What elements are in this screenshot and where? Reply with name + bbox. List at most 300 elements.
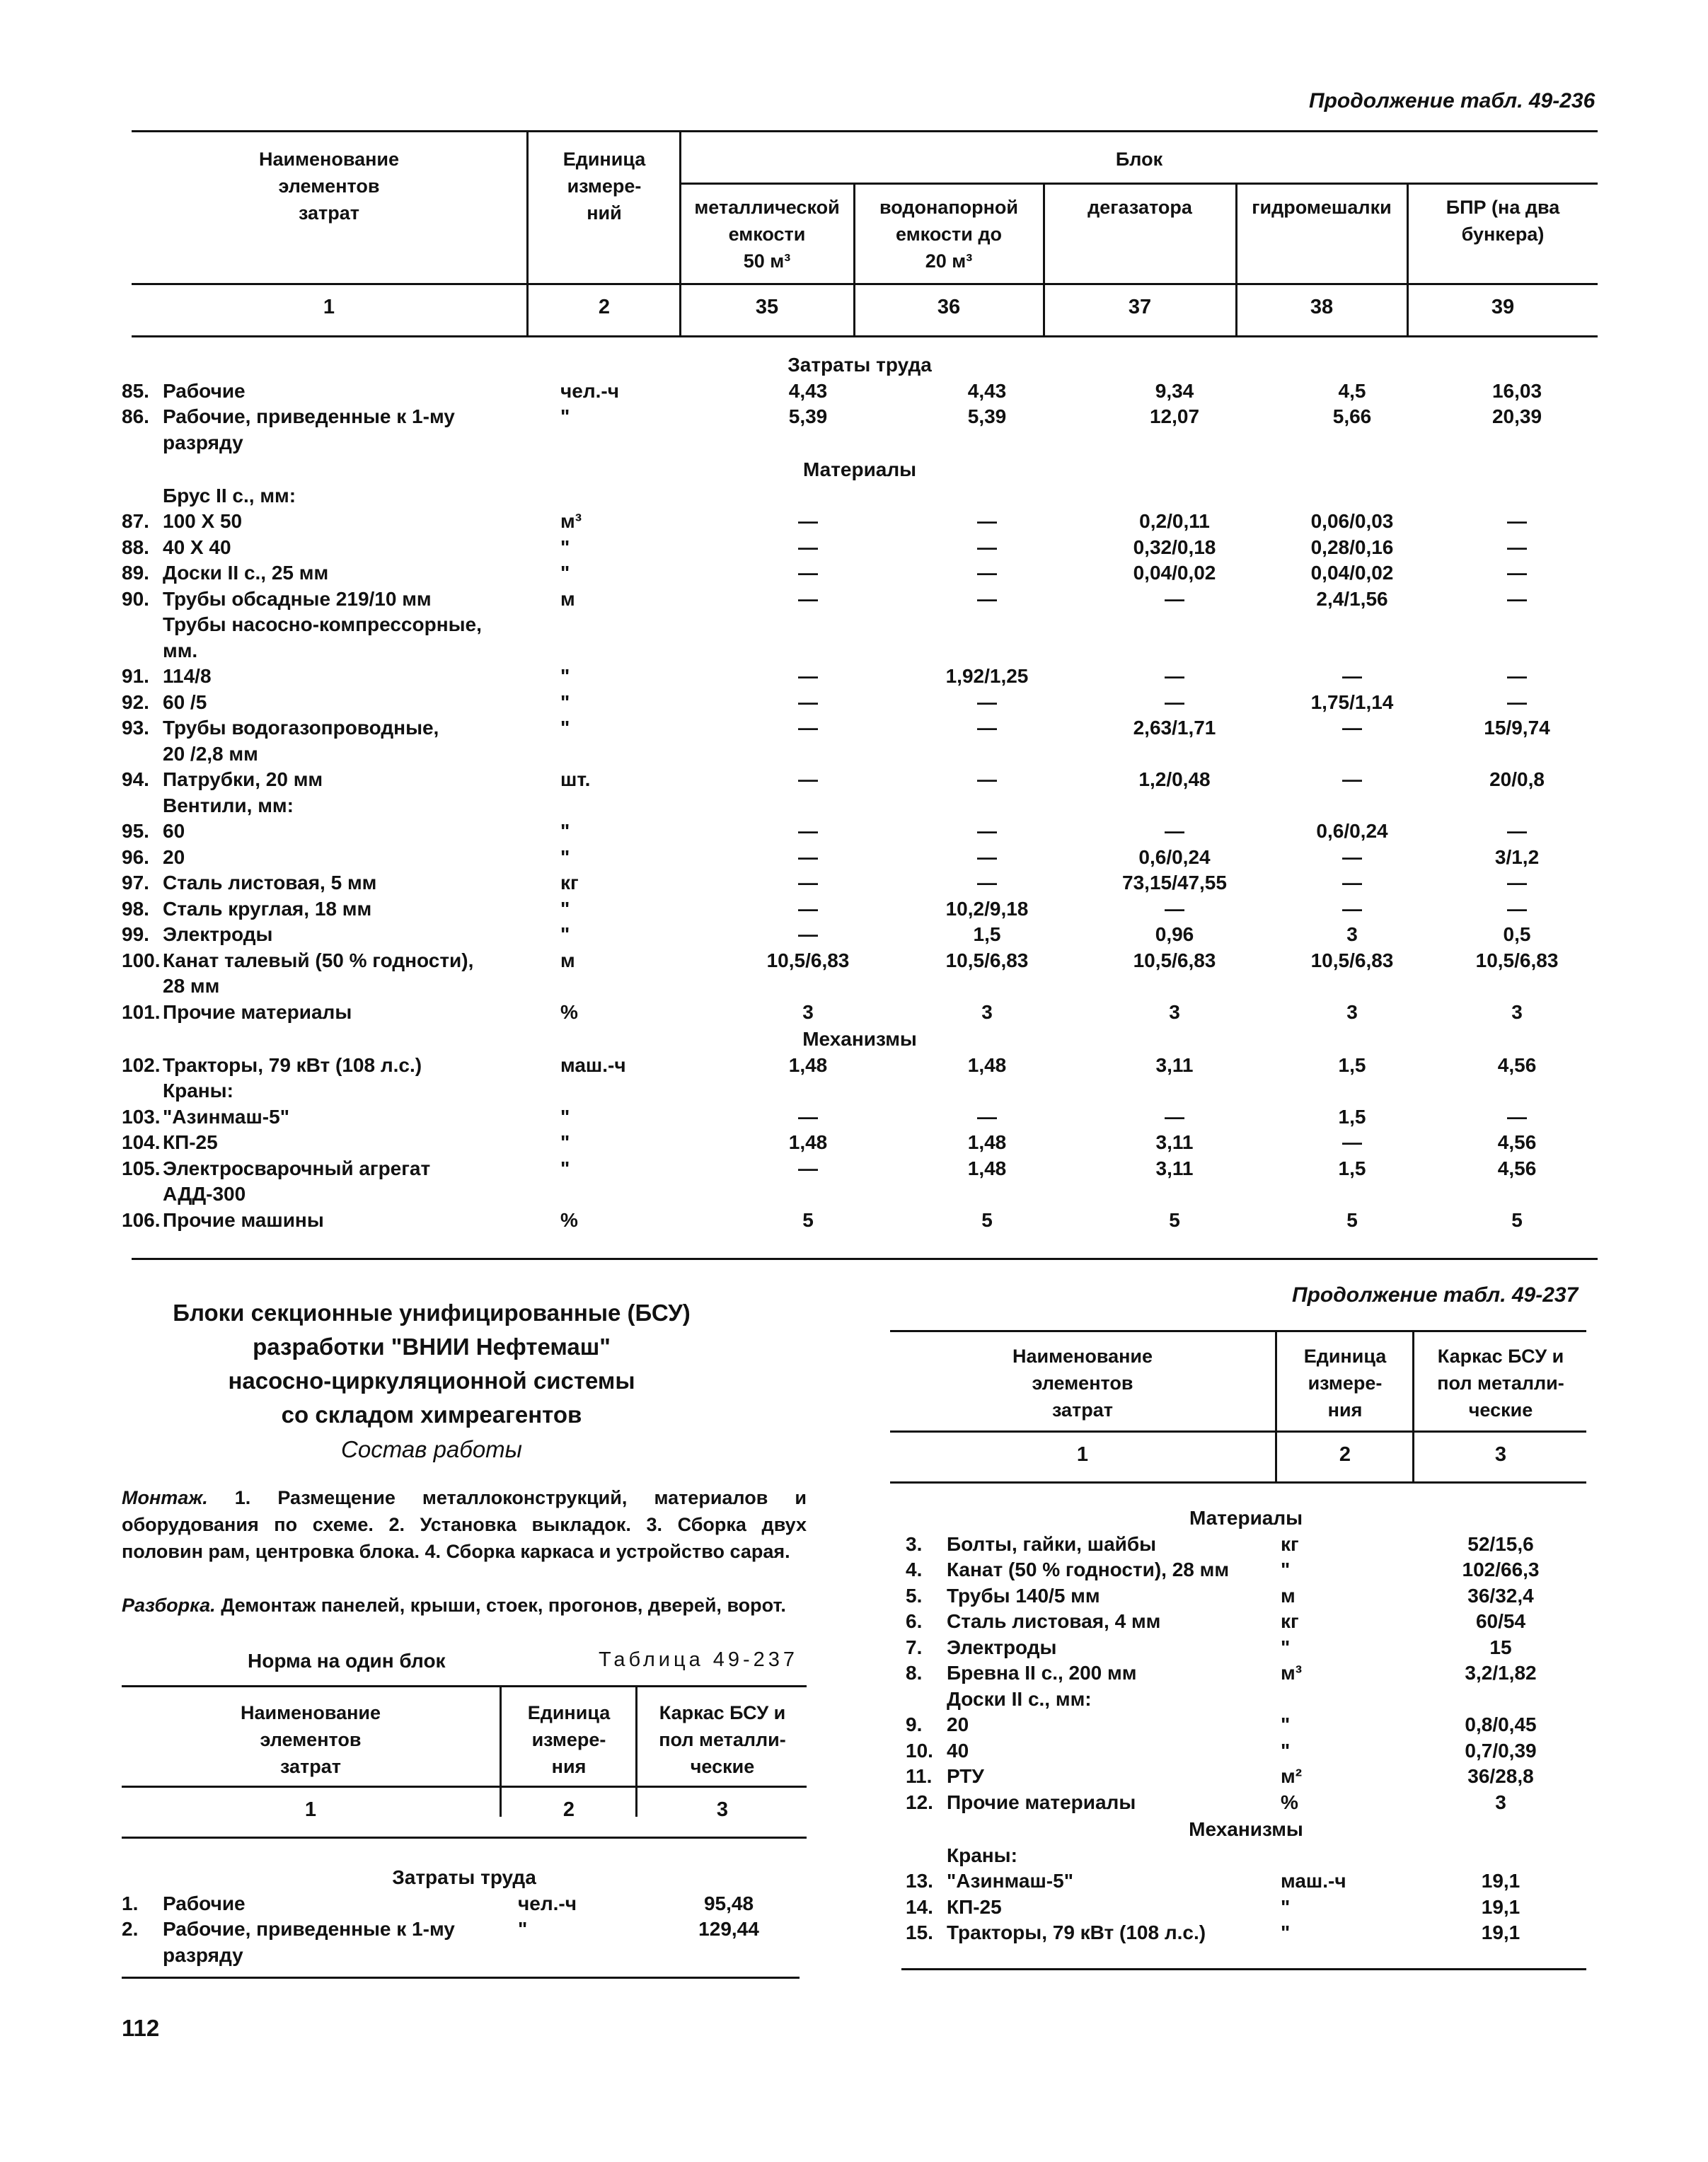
row-value: — bbox=[798, 872, 818, 894]
column-number: 35 bbox=[755, 296, 779, 318]
row-value: 3 bbox=[1495, 1791, 1506, 1813]
row-value: 52/15,6 bbox=[1467, 1532, 1534, 1555]
row-name-cell bbox=[122, 896, 560, 923]
row-value: 73,15/47,55 bbox=[1122, 872, 1227, 894]
row-number: 97. bbox=[122, 872, 149, 894]
row-value: — bbox=[1165, 1105, 1184, 1128]
column-number: 2 bbox=[598, 296, 611, 318]
row-continuation bbox=[122, 741, 1598, 768]
table-rule bbox=[132, 283, 1598, 285]
row-continuation-text: мм. bbox=[163, 639, 198, 661]
row-name: Рабочие bbox=[163, 1892, 246, 1914]
row-name: 40 Х 40 bbox=[163, 536, 231, 558]
row-unit: " bbox=[1281, 1636, 1291, 1658]
row-name: Трубы водогазопроводные, bbox=[163, 717, 439, 739]
row-name: 20 bbox=[163, 845, 185, 868]
row-unit: % bbox=[560, 1000, 578, 1023]
row-value: — bbox=[1165, 690, 1184, 713]
row-name-cell bbox=[122, 378, 560, 405]
row-number: 95. bbox=[122, 820, 149, 842]
table-row bbox=[122, 819, 1598, 845]
row-number: 105. bbox=[122, 1157, 161, 1179]
row-continuation bbox=[122, 612, 1598, 638]
row-number: 96. bbox=[122, 845, 149, 868]
row-value: 0,2/0,11 bbox=[1139, 510, 1210, 532]
row-value: 95,48 bbox=[703, 1892, 754, 1914]
right-header-col: Каркас БСУ и пол металли- ческие bbox=[1437, 1346, 1564, 1421]
row-unit: чел.-ч bbox=[518, 1892, 577, 1914]
row-value: 5 bbox=[1511, 1208, 1523, 1231]
row-value: 0,7/0,39 bbox=[1465, 1739, 1537, 1762]
row-value: 1,92/1,25 bbox=[945, 665, 1029, 687]
row-number: 104. bbox=[122, 1131, 161, 1153]
table-row bbox=[122, 793, 1598, 819]
column-number: 36 bbox=[937, 296, 961, 318]
section-heading: Материалы bbox=[802, 458, 917, 480]
table-row bbox=[906, 1687, 1586, 1713]
row-name-cell bbox=[906, 1635, 1281, 1661]
table-row bbox=[906, 1532, 1586, 1558]
row-value: — bbox=[798, 510, 818, 532]
page-number: 112 bbox=[122, 2015, 160, 2041]
row-value: 5,39 bbox=[967, 405, 1007, 427]
row-continuation-text: АДД-300 bbox=[163, 1183, 246, 1205]
row-unit: чел.-ч bbox=[560, 379, 619, 402]
table-row bbox=[906, 1815, 1586, 1843]
row-value: — bbox=[798, 1105, 818, 1128]
row-value: — bbox=[798, 820, 818, 842]
table-row bbox=[122, 483, 1598, 509]
table-row bbox=[906, 1712, 1586, 1738]
row-number: 103. bbox=[122, 1105, 161, 1128]
row-continuation bbox=[906, 1843, 1586, 1869]
table-row bbox=[122, 845, 1598, 871]
row-value: 1,48 bbox=[788, 1131, 828, 1153]
row-number: 10. bbox=[906, 1739, 933, 1762]
row-name-cell bbox=[122, 664, 560, 690]
row-unit: % bbox=[560, 1208, 578, 1231]
row-name: Трубы 140/5 мм bbox=[947, 1584, 1100, 1607]
table-row bbox=[906, 1920, 1586, 1946]
row-value: 1,75/1,14 bbox=[1310, 690, 1394, 713]
header-col-37: дегазатора bbox=[1087, 197, 1192, 218]
table-row bbox=[906, 1583, 1586, 1609]
continuation-label-right: Продолжение табл. 49-237 bbox=[1292, 1283, 1579, 1307]
row-value: — bbox=[1507, 1105, 1528, 1128]
row-value: — bbox=[1165, 587, 1184, 610]
row-name-cell bbox=[122, 560, 560, 586]
row-name-cell bbox=[906, 1738, 1281, 1764]
row-unit: " bbox=[560, 405, 570, 427]
header-col-36: водонапорной емкости до 20 м³ bbox=[879, 197, 1019, 272]
row-value: 4,56 bbox=[1497, 1157, 1537, 1179]
row-unit: " bbox=[560, 897, 570, 920]
row-value: 102/66,3 bbox=[1462, 1559, 1540, 1580]
row-number: 87. bbox=[122, 510, 149, 532]
table-row bbox=[906, 1738, 1586, 1764]
table-row bbox=[122, 560, 1598, 586]
row-value: 2,4/1,56 bbox=[1316, 587, 1388, 610]
row-number: 7. bbox=[906, 1636, 923, 1658]
row-name: Канат (50 % годности), 28 мм bbox=[947, 1559, 1230, 1580]
row-value: — bbox=[798, 923, 818, 945]
column-number: 1 bbox=[304, 1798, 317, 1821]
row-number: 13. bbox=[906, 1870, 933, 1892]
row-name: Прочие материалы bbox=[947, 1791, 1136, 1813]
row-value: 20,39 bbox=[1491, 405, 1542, 427]
row-name-cell bbox=[122, 1917, 518, 1943]
row-value: 3,11 bbox=[1155, 1157, 1194, 1179]
row-continuation bbox=[122, 483, 1598, 509]
row-value: 0,32/0,18 bbox=[1133, 536, 1216, 558]
table-row bbox=[122, 973, 1598, 1000]
row-value: 5 bbox=[1346, 1208, 1358, 1231]
row-value: 4,56 bbox=[1497, 1131, 1537, 1153]
row-value: 1,2/0,48 bbox=[1138, 768, 1211, 790]
row-value: 16,03 bbox=[1491, 379, 1542, 402]
row-continuation bbox=[122, 638, 1598, 664]
table-rule bbox=[122, 1786, 807, 1788]
row-value: 3,11 bbox=[1155, 1053, 1194, 1076]
row-number: 8. bbox=[906, 1662, 923, 1684]
table-rule bbox=[122, 1685, 807, 1687]
row-unit: " bbox=[1281, 1921, 1291, 1943]
row-value: 10,2/9,18 bbox=[945, 897, 1029, 920]
row-value: 19,1 bbox=[1481, 1870, 1521, 1892]
row-unit: " bbox=[518, 1918, 528, 1940]
row-value: 20/0,8 bbox=[1489, 768, 1545, 790]
row-value: — bbox=[977, 587, 997, 610]
table-bottom-rule bbox=[132, 1258, 1598, 1260]
row-number: 3. bbox=[906, 1532, 923, 1555]
row-value: — bbox=[977, 768, 997, 790]
montage-paragraph bbox=[122, 1484, 807, 1565]
row-value: 1,48 bbox=[967, 1157, 1007, 1179]
row-value: — bbox=[798, 717, 818, 739]
row-value: — bbox=[1342, 872, 1362, 894]
row-value: 3 bbox=[981, 1000, 993, 1023]
row-name-cell bbox=[122, 1891, 518, 1917]
row-value: 1,5 bbox=[973, 923, 1001, 945]
row-name-cell bbox=[122, 845, 560, 871]
row-unit: м³ bbox=[560, 510, 582, 532]
row-value: 1,5 bbox=[1338, 1105, 1366, 1128]
row-continuation bbox=[122, 1181, 1598, 1208]
row-name-cell bbox=[906, 1790, 1281, 1816]
row-value: 60/54 bbox=[1475, 1610, 1526, 1632]
row-name: "Азинмаш-5" bbox=[947, 1870, 1073, 1892]
table-row bbox=[122, 896, 1598, 923]
row-value: 5 bbox=[981, 1208, 993, 1231]
row-value: 15 bbox=[1489, 1636, 1512, 1658]
row-continuation-text: Доски II с., мм: bbox=[947, 1687, 1092, 1710]
row-value: — bbox=[798, 562, 818, 584]
row-name-cell bbox=[122, 870, 560, 896]
row-number: 98. bbox=[122, 897, 149, 920]
row-name-cell bbox=[122, 948, 560, 974]
row-unit: " bbox=[560, 1157, 570, 1179]
table-row bbox=[122, 1863, 807, 1891]
row-unit: " bbox=[560, 665, 570, 687]
row-continuation bbox=[122, 1078, 1598, 1104]
row-value: — bbox=[977, 820, 997, 842]
row-name-cell bbox=[122, 1156, 560, 1182]
row-value: — bbox=[1507, 510, 1528, 532]
row-value: 4,56 bbox=[1497, 1053, 1537, 1076]
table-row bbox=[122, 638, 1598, 664]
row-value: — bbox=[798, 845, 818, 868]
header-col-39: БПР (на два бункера) bbox=[1446, 197, 1560, 245]
row-number: 6. bbox=[906, 1610, 923, 1632]
table-row bbox=[122, 1000, 1598, 1026]
row-unit: кг bbox=[560, 872, 579, 894]
row-unit: " bbox=[560, 690, 570, 713]
row-name-cell bbox=[906, 1557, 1281, 1583]
table-row bbox=[122, 1208, 1598, 1234]
row-name-cell bbox=[122, 922, 560, 948]
table-row bbox=[122, 715, 1598, 741]
table-rule bbox=[890, 1481, 1586, 1484]
row-name-cell bbox=[122, 509, 560, 535]
row-value: — bbox=[977, 1105, 997, 1128]
row-unit: " bbox=[560, 562, 570, 584]
header-name: Наименование элементов затрат bbox=[258, 149, 400, 224]
row-value: 129,44 bbox=[698, 1918, 759, 1940]
row-name: Тракторы, 79 кВт (108 л.с.) bbox=[947, 1921, 1206, 1943]
row-continuation-text: разряду bbox=[163, 1943, 243, 1966]
row-unit: " bbox=[1281, 1895, 1291, 1918]
row-name: Сталь листовая, 5 мм bbox=[163, 872, 377, 894]
norms-table-49-237 bbox=[122, 1863, 807, 1968]
row-unit: " bbox=[560, 717, 570, 739]
row-name-cell bbox=[122, 1053, 560, 1079]
column-number: 3 bbox=[1494, 1443, 1507, 1466]
row-name-cell bbox=[122, 404, 560, 430]
row-value: — bbox=[1342, 897, 1362, 920]
row-value: 5,66 bbox=[1332, 405, 1372, 427]
row-value: 10,5/6,83 bbox=[1133, 949, 1216, 971]
row-unit: " bbox=[560, 1131, 570, 1153]
row-number: 11. bbox=[906, 1765, 933, 1787]
table-row bbox=[122, 535, 1598, 561]
row-value: 3,11 bbox=[1155, 1131, 1194, 1153]
row-name-cell bbox=[122, 690, 560, 716]
row-value: — bbox=[1342, 845, 1362, 868]
row-value: — bbox=[1342, 665, 1362, 687]
row-continuation-text: разряду bbox=[163, 431, 243, 453]
row-unit: " bbox=[560, 845, 570, 868]
montage-label: Монтаж. bbox=[122, 1487, 208, 1508]
row-unit: кг bbox=[1281, 1610, 1299, 1632]
table-row bbox=[122, 948, 1598, 974]
continuation-label-top: Продолжение табл. 49-236 bbox=[1309, 89, 1596, 112]
row-number: 2. bbox=[122, 1918, 139, 1940]
row-name-cell bbox=[122, 1104, 560, 1131]
row-value: 0,96 bbox=[1155, 923, 1194, 945]
row-value: 0,28/0,16 bbox=[1310, 536, 1394, 558]
row-value: 10,5/6,83 bbox=[1310, 949, 1394, 971]
row-name: 40 bbox=[947, 1739, 969, 1762]
row-name-cell bbox=[122, 1130, 560, 1156]
row-value: — bbox=[1165, 665, 1184, 687]
norms-table-49-236 bbox=[122, 351, 1598, 1233]
table-row bbox=[122, 922, 1598, 948]
row-number: 102. bbox=[122, 1053, 161, 1076]
row-name-cell bbox=[906, 1764, 1281, 1790]
row-name-cell bbox=[122, 819, 560, 845]
table-row bbox=[122, 509, 1598, 535]
row-name: Тракторы, 79 кВт (108 л.с.) bbox=[163, 1053, 422, 1076]
row-continuation bbox=[122, 793, 1598, 819]
table-row bbox=[122, 741, 1598, 768]
column-divider bbox=[500, 1687, 502, 1817]
row-unit: м³ bbox=[1281, 1662, 1303, 1684]
row-number: 15. bbox=[906, 1921, 933, 1943]
column-number: 1 bbox=[323, 296, 335, 318]
table-row bbox=[122, 612, 1598, 638]
table-row bbox=[122, 1943, 807, 1969]
row-value: — bbox=[977, 562, 997, 584]
row-name: Сталь листовая, 4 мм bbox=[947, 1610, 1161, 1632]
section-heading: Механизмы bbox=[802, 1028, 917, 1050]
row-name: Доски II с., 25 мм bbox=[163, 562, 329, 584]
table-row bbox=[906, 1790, 1586, 1816]
row-value: — bbox=[977, 845, 997, 868]
row-value: 3/1,2 bbox=[1494, 845, 1540, 868]
row-continuation-text: Краны: bbox=[163, 1080, 233, 1102]
row-unit: маш.-ч bbox=[1281, 1870, 1346, 1892]
table-label: Таблица 49-237 bbox=[599, 1648, 799, 1671]
norm-label: Норма на один блок bbox=[248, 1650, 446, 1672]
row-value: — bbox=[977, 872, 997, 894]
razborka-paragraph bbox=[122, 1592, 807, 1619]
column-divider bbox=[635, 1687, 637, 1817]
table-row bbox=[906, 1635, 1586, 1661]
row-value: 5,39 bbox=[788, 405, 828, 427]
row-value: 4,5 bbox=[1338, 379, 1366, 402]
row-unit: м bbox=[560, 949, 575, 971]
row-number: 12. bbox=[906, 1791, 933, 1813]
section-heading: Затраты труда bbox=[392, 1866, 536, 1888]
table-row bbox=[906, 1895, 1586, 1921]
row-continuation bbox=[122, 1943, 807, 1969]
montage-text: 1. Размещение металлоконструкций, материалов и оборудования по схеме. 2. Установка выкладок. 3. Сборка двух половин рам, центровка блока. 4. Сборка каркаса и устройство сарая. bbox=[122, 1487, 807, 1562]
table-rule bbox=[122, 1837, 807, 1839]
row-name: КП-25 bbox=[947, 1895, 1002, 1918]
table-bottom-rule bbox=[122, 1977, 800, 1979]
row-name: Электроды bbox=[163, 923, 273, 945]
row-name-cell bbox=[906, 1532, 1281, 1558]
column-divider bbox=[526, 132, 529, 337]
row-name: 100 Х 50 bbox=[163, 510, 243, 532]
table-row bbox=[122, 430, 1598, 456]
row-value: — bbox=[1165, 897, 1184, 920]
row-continuation-text: Вентили, мм: bbox=[163, 794, 294, 816]
row-number: 89. bbox=[122, 562, 149, 584]
row-name: 114/8 bbox=[163, 665, 212, 687]
row-value: 0,5 bbox=[1503, 923, 1531, 945]
row-name: Рабочие, приведенные к 1-му bbox=[163, 1918, 455, 1940]
row-value: 10,5/6,83 bbox=[1475, 949, 1559, 971]
row-value: 36/32,4 bbox=[1467, 1584, 1534, 1607]
row-number: 14. bbox=[906, 1895, 933, 1918]
row-value: 1,48 bbox=[788, 1053, 828, 1076]
table-row bbox=[906, 1843, 1586, 1869]
row-name: 20 bbox=[947, 1713, 969, 1735]
table-row bbox=[906, 1504, 1586, 1532]
row-value: 0,8/0,45 bbox=[1465, 1713, 1537, 1735]
column-number: 1 bbox=[1076, 1443, 1089, 1466]
row-value: — bbox=[1342, 768, 1362, 790]
row-value: 36/28,8 bbox=[1467, 1765, 1534, 1787]
row-value: — bbox=[1507, 897, 1528, 920]
row-name-cell bbox=[122, 715, 560, 741]
row-name: Электроды bbox=[947, 1636, 1057, 1658]
row-value: 19,1 bbox=[1481, 1895, 1521, 1918]
column-divider bbox=[1412, 1331, 1414, 1483]
razborka-label: Разборка. bbox=[122, 1595, 216, 1616]
row-value: — bbox=[977, 690, 997, 713]
row-value: 0,04/0,02 bbox=[1133, 562, 1216, 584]
row-value: — bbox=[1507, 872, 1528, 894]
row-number: 92. bbox=[122, 690, 149, 713]
row-value: 3 bbox=[1169, 1000, 1180, 1023]
row-unit: м bbox=[1281, 1584, 1296, 1607]
row-name-cell bbox=[906, 1583, 1281, 1609]
row-unit: " bbox=[560, 1105, 570, 1128]
table-row bbox=[906, 1764, 1586, 1790]
row-value: — bbox=[1507, 820, 1528, 842]
header-col-38: гидромешалки bbox=[1252, 197, 1392, 218]
column-number: 37 bbox=[1128, 296, 1152, 318]
left-header-unit: Единица измере- ния bbox=[527, 1702, 611, 1777]
row-value: 3 bbox=[802, 1000, 814, 1023]
table-row bbox=[906, 1660, 1586, 1687]
row-number: 9. bbox=[906, 1713, 923, 1735]
table-row bbox=[122, 1104, 1598, 1131]
row-unit: " bbox=[560, 820, 570, 842]
column-number: 3 bbox=[716, 1798, 729, 1821]
row-value: — bbox=[798, 536, 818, 558]
row-unit: " bbox=[560, 923, 570, 945]
table-row bbox=[122, 1891, 807, 1917]
row-value: 3,2/1,82 bbox=[1465, 1662, 1537, 1684]
row-value: — bbox=[798, 587, 818, 610]
row-number: 86. bbox=[122, 405, 149, 427]
row-value: — bbox=[1507, 690, 1528, 713]
row-value: 3 bbox=[1511, 1000, 1523, 1023]
row-name: Рабочие, приведенные к 1-му bbox=[163, 405, 455, 427]
row-value: 0,6/0,24 bbox=[1138, 845, 1211, 868]
table-row bbox=[122, 351, 1598, 378]
table-row bbox=[122, 1181, 1598, 1208]
right-header-name: Наименование элементов затрат bbox=[1012, 1346, 1153, 1421]
table-row bbox=[906, 1609, 1586, 1635]
row-name-cell bbox=[906, 1895, 1281, 1921]
row-value: 0,6/0,24 bbox=[1316, 820, 1388, 842]
row-value: 1,5 bbox=[1338, 1053, 1366, 1076]
row-name-cell bbox=[122, 535, 560, 561]
row-value: — bbox=[1507, 665, 1528, 687]
row-value: 4,43 bbox=[788, 379, 828, 402]
table-rule bbox=[890, 1430, 1586, 1433]
row-value: — bbox=[977, 717, 997, 739]
row-name-cell bbox=[906, 1712, 1281, 1738]
section-heading: Затраты труда bbox=[787, 354, 932, 376]
table-rule bbox=[890, 1330, 1586, 1332]
row-value: 12,07 bbox=[1149, 405, 1200, 427]
row-value: — bbox=[1507, 587, 1528, 610]
